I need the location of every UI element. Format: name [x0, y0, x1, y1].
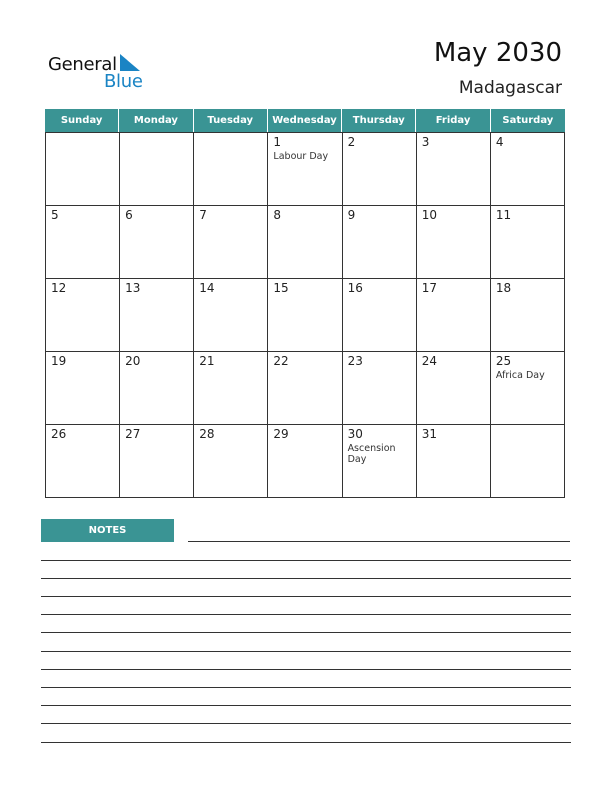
day-number: 22 — [273, 354, 289, 368]
holiday-label: Labour Day — [273, 151, 329, 162]
logo-text-blue: Blue — [104, 71, 143, 92]
weekday-monday: Monday — [119, 109, 193, 132]
day-number: 23 — [347, 354, 363, 368]
notes-line — [41, 632, 571, 633]
day-cell — [46, 425, 120, 498]
day-number: 15 — [273, 281, 289, 295]
holiday-label: Africa Day — [495, 370, 545, 381]
day-number: 24 — [421, 354, 437, 368]
day-cell — [417, 279, 491, 352]
day-cell — [46, 279, 120, 352]
day-cell — [417, 425, 491, 498]
day-cell — [194, 352, 268, 425]
day-cell — [417, 352, 491, 425]
day-number: 20 — [125, 354, 141, 368]
day-cell — [491, 279, 565, 352]
weekday-tuesday: Tuesday — [194, 109, 268, 132]
day-number: 4 — [495, 135, 504, 149]
day-number: 11 — [495, 208, 512, 222]
weekday-thursday: Thursday — [342, 109, 416, 132]
notes-line — [41, 687, 571, 688]
notes-line — [41, 705, 571, 706]
day-number: 30 — [347, 427, 363, 441]
day-cell — [268, 279, 342, 352]
day-cell — [491, 352, 565, 425]
day-number: 6 — [125, 208, 133, 222]
day-cell — [268, 133, 342, 206]
day-cell — [194, 133, 268, 206]
logo-text-general: General — [48, 54, 117, 75]
weekday-saturday: Saturday — [502, 115, 554, 126]
day-number: 10 — [421, 208, 437, 222]
day-number: 27 — [125, 427, 141, 441]
day-number: 12 — [51, 281, 67, 295]
day-cell — [343, 133, 417, 206]
notes-line — [41, 596, 571, 597]
notes-line — [41, 578, 571, 579]
day-number: 16 — [347, 281, 363, 295]
day-cell — [120, 425, 194, 498]
day-cell — [343, 352, 417, 425]
day-cell — [120, 279, 194, 352]
page-title: May 2030 — [433, 38, 562, 68]
day-cell — [120, 133, 194, 206]
day-cell — [194, 206, 268, 279]
day-cell — [417, 133, 491, 206]
day-number: 19 — [51, 354, 67, 368]
day-cell — [268, 352, 342, 425]
notes-line — [41, 723, 571, 724]
day-cell — [46, 133, 120, 206]
day-number: 31 — [421, 427, 437, 441]
day-number: 2 — [347, 135, 356, 149]
notes-line — [41, 669, 571, 670]
holiday-label: Ascension Day — [347, 443, 396, 465]
weekday-friday: Friday — [416, 109, 490, 132]
day-cell — [343, 279, 417, 352]
notes-line — [188, 541, 570, 542]
day-cell — [491, 425, 565, 498]
generalblue-logo — [48, 50, 148, 95]
day-number: 17 — [421, 281, 437, 295]
day-cell — [120, 206, 194, 279]
day-cell — [194, 279, 268, 352]
day-number: 28 — [199, 427, 215, 441]
day-cell — [491, 133, 565, 206]
day-number: 5 — [51, 208, 59, 222]
weekday-wednesday: Wednesday — [268, 109, 342, 132]
calendar — [45, 109, 565, 499]
day-cell — [194, 425, 268, 498]
day-number: 18 — [495, 281, 512, 295]
day-cell — [46, 206, 120, 279]
logo-triangle-icon — [120, 54, 142, 72]
day-cell — [120, 352, 194, 425]
day-number: 14 — [199, 281, 215, 295]
notes-line — [41, 742, 571, 743]
day-cell — [491, 206, 565, 279]
day-number: 8 — [273, 208, 282, 222]
notes-line — [41, 651, 571, 652]
weekday-header — [45, 109, 565, 132]
day-number: 13 — [125, 281, 141, 295]
notes-line — [41, 614, 571, 615]
day-number: 7 — [199, 208, 207, 222]
day-cell — [343, 425, 417, 498]
day-cell — [417, 206, 491, 279]
notes-label: NOTES — [41, 519, 174, 542]
day-number: 25 — [495, 354, 512, 368]
day-number: 1 — [273, 135, 282, 149]
day-number: 9 — [347, 208, 356, 222]
weekday-sunday: Sunday — [45, 109, 119, 132]
day-number: 21 — [199, 354, 215, 368]
day-number: 29 — [273, 427, 289, 441]
day-number: 3 — [421, 135, 430, 149]
notes-line — [41, 560, 571, 561]
day-cell — [343, 206, 417, 279]
day-cell — [46, 352, 120, 425]
day-cell — [268, 425, 342, 498]
country-subtitle: Madagascar — [458, 78, 562, 98]
day-cell — [268, 206, 342, 279]
day-grid — [45, 132, 565, 498]
day-number: 26 — [51, 427, 67, 441]
